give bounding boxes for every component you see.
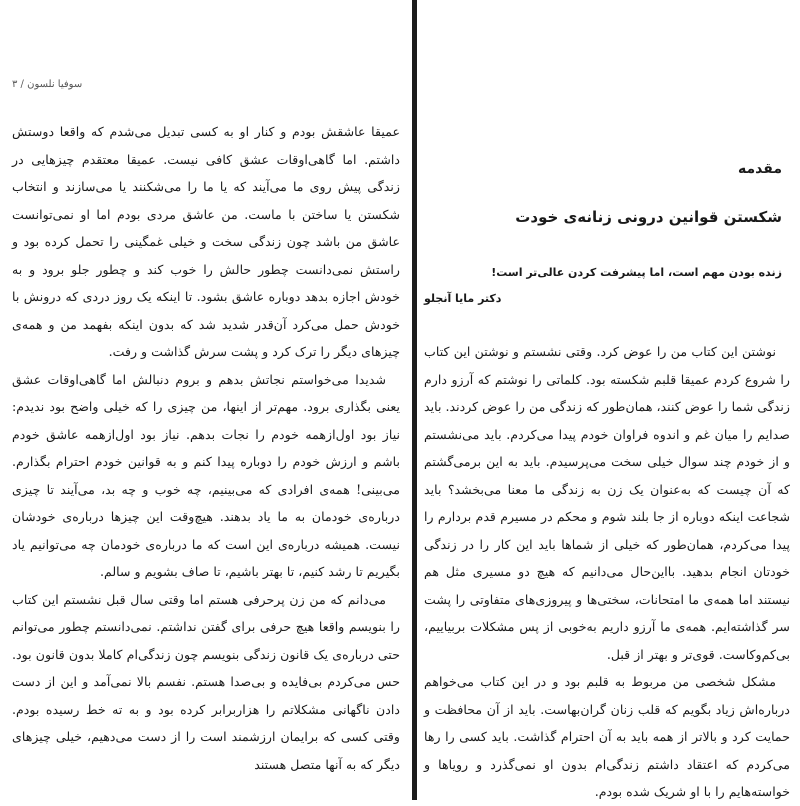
- right-page: [418, 0, 800, 800]
- page-spine-divider: [412, 0, 417, 800]
- paragraph: می‌دانم که من زن پرحرفی هستم اما وقتی سال قبل نشستم این کتاب را بنویسم واقعا هیچ حرفی برای گفتن نداشتم. نمی‌دانستم چطور می‌توانم حتی درباره‌ی یک قانون زندگی بنویسم چون زندگی‌ام کاملا بدون قانون بود. حس می‌کردم بی‌فایده و بی‌صدا هستم. نفسم بالا نمی‌آمد و این از دست دادن ناگهانی مشکلاتم را هزاربرابر کرده بود و به ته خط رسیده بودم. وقتی کسی که برایمان ارزشمند است را از دست می‌دهیم، خیلی چیزهای دیگر که به آنها متصل هستند: [12, 591, 400, 772]
- paragraph: نوشتن این کتاب من را عوض کرد. وقتی نشستم و نوشتن این کتاب را شروع کردم عمیقا قلبم شکسته بود. کلماتی را نوشتم که آرزو دارم زندگی شما را عوض کنند، همان‌طور که زندگی من را عوض کردند. باید صدایم را میان غم و اندوه فراوان خودم پیدا می‌کردم. باید می‌نشستم و از خودم چند سوال خیلی سخت می‌پرسیدم. باید به این برمی‌گشتم که آن چیست که به‌عنوان یک زن به زندگی ما معنا می‌بخشد؟ باید شجاعت اینکه دوباره از جا بلند شوم و محکم در مسیرم قدم بردارم را پیدا می‌کردم، همان‌طور که خیلی از شماها باید این کار را در زندگی خودتان انجام بدهید. بااین‌حال می‌دانیم که هیچ دو مسیری مثل هم نیستند اما همه‌ی ما امتحانات، سختی‌ها و پیروزی‌های متفاوتی را پشت سر گذاشته‌ایم. همه‌ی ما آرزو داریم به‌خوبی از پس مشکلات بربیاییم، بی‌کم‌وکاست. قوی‌تر و بهتر از قبل.: [424, 344, 790, 662]
- running-header: سوفیا نلسون / ۳: [12, 79, 83, 90]
- left-page-body: [12, 118, 400, 778]
- paragraph: مشکل شخصی من مربوط به قلبم بود و در این کتاب می‌خواهم درباره‌اش زیاد بگویم که قلب زنان گران‌بهاست. باید از آن محافظت و حمایت کرد و بالاتر از همه باید به آن احترام گذاشت. باید کسی را رها می‌کردم که اعتقاد داشتم زندگی‌ام بدون او نمی‌گذرد و رویاها و خواسته‌هایم را با او شریک شده بودم.: [424, 674, 790, 799]
- chapter-label: مقدمه: [738, 161, 782, 177]
- right-page-body: [424, 338, 790, 806]
- paragraph: عمیقا عاشقش بودم و کنار او به کسی تبدیل می‌شدم که واقعا دوستش داشتم. اما گاهی‌اوقات عشق کافی نیست. عمیقا معتقدم چیزهایی در زندگی پیش روی ما می‌آیند که یا ما را می‌شکنند یا می‌سازند و انتخاب شکستن یا ساختن با ماست. من عاشق مردی بودم اما او نمی‌توانست عاشق من باشد چون زندگی سخت و خیلی غمگینی را تحمل کرده بود و راستش نمی‌دانست چطور حالش را خوب کند و چطور جلو برود و به خودش اجازه بدهد دوباره عاشق بشود. تا اینکه یک روز دردی که درونش با خودش حمل می‌کرد آن‌قدر شدید شد که بدون اینکه بفهمد من و همه‌ی چیزهای دیگر را ترک کرد و پشت سرش گذاشت و رفت.: [12, 124, 400, 359]
- chapter-title: شکستن قوانین درونی زنانه‌ی خودت: [515, 208, 782, 226]
- epigraph-author: دکتر مایا آنجلو: [424, 292, 502, 305]
- epigraph: زنده بودن مهم است، اما پیشرفت کردن عالی‌تر است!: [491, 266, 782, 279]
- paragraph: شدیدا می‌خواستم نجاتش بدهم و بروم دنبالش اما گاهی‌اوقات عشق یعنی بگذاری برود. مهم‌تر از اینها، من چیزی را که خیلی واضح بود ندیدم: نیاز بود اول‌ازهمه خودم را نجات بدهم. نیاز بود اول‌ازهمه عاشق خودم باشم و ارزش خودم را دوباره پیدا کنم و به قوانین خودم احترام بگذارم. می‌بینی! همه‌ی افرادی که می‌بینیم، چه خوب و چه بد، می‌آیند تا چیزی درباره‌ی خودمان به ما یاد بدهند. هیچ‌وقت این چیزها درباره‌ی خودشان نیست. همیشه درباره‌ی این است که ما درباره‌ی خودمان چه می‌توانیم یاد بگیریم تا رشد کنیم، تا بهتر باشیم، تا صاف بشویم و سالم.: [12, 371, 400, 579]
